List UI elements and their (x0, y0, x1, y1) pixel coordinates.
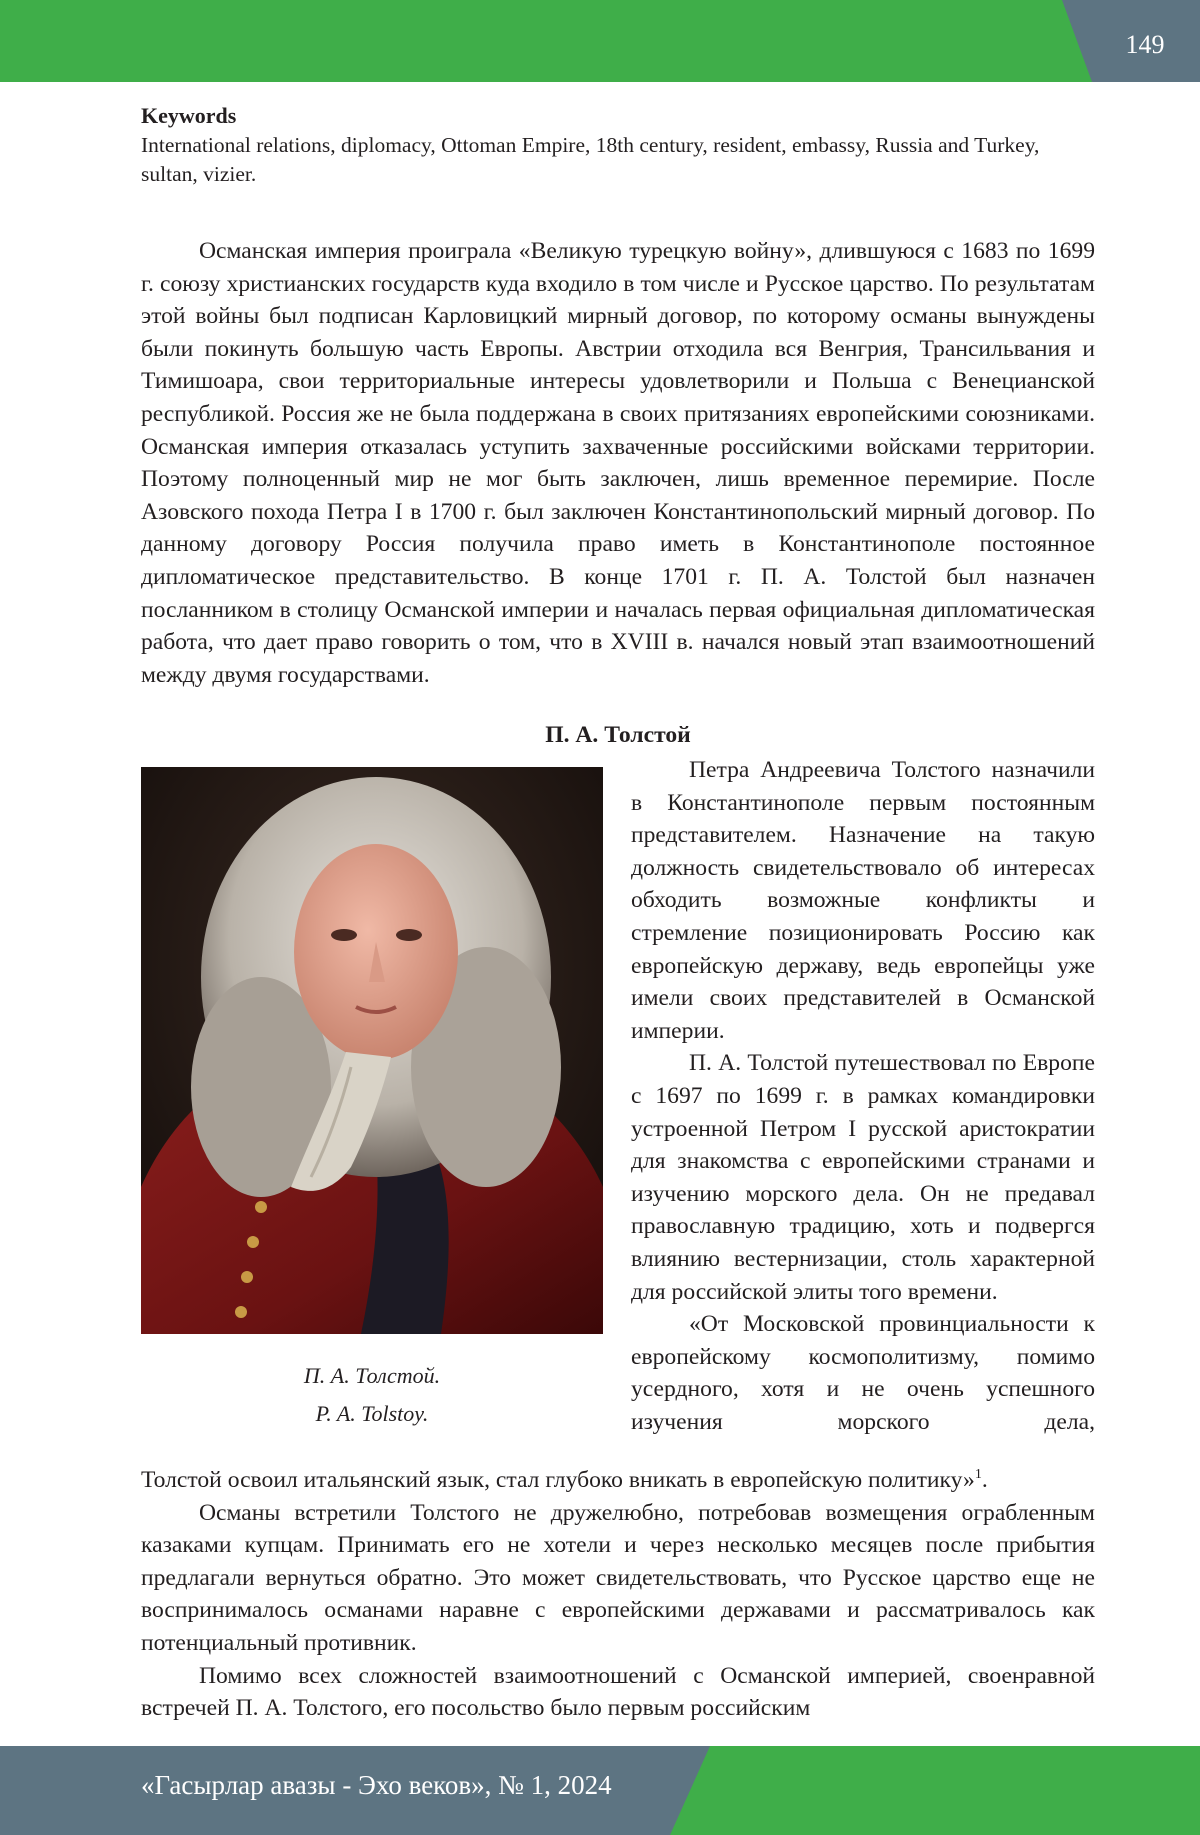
keywords-heading: Keywords (141, 103, 237, 128)
body-paragraph-1: Османская империя проиграла «Великую турецкую войну», длившуюся с 1683 по 1699 г. союзу христианских государств куда входило в том числе и Русское царство. По результатам этой войны был подписан Карловицкий мирный договор, по которому османы вынуждены были покинуть большую часть Европы. Австрии отходила вся Венгрия, Трансильвания и Тимишоара, свои территориальные интересы удовлетворили и Польша с Венецианской республикой. Россия же не была поддержана в своих притязаниях европейскими союзниками. Османская империя отказалась уступить захваченные российскими войсками территории. Поэтому полноценный мир не мог быть заключен, лишь временное перемирие. После Азовского похода Петра I в 1700 г. был заключен Константинопольский мирный договор. По данному договору Россия получила право иметь в Константинополе постоянное дипломатическое представительство. В конце 1701 г. П. А. Толстой был назначен посланником в столицу Османской империи и началась первая официальная дипломатическая работа, что дает право говорить о том, что в XVIII в. начался новый этап взаимоотношений между двумя государствами. (141, 238, 1095, 688)
quote-end: . (981, 1467, 988, 1493)
quote-continuation-text: Толстой освоил итальянский язык, стал глубоко вникать в европейскую политику» (141, 1467, 975, 1493)
caption-en: P. A. Tolstoy. (315, 1401, 429, 1426)
side-paragraph-2: П. А. Толстой путешествовал по Европе с 1697 по 1699 г. в рамках командировки устроенной Петром I русской аристократии для знакомства с европейскими странами и изучению морского дела. Он не предавал православную традицию, хоть и подвергся влиянию вестернизации, столь характерной для российской элиты того времени. (631, 1050, 1095, 1305)
quote-continuation (141, 1464, 1095, 1497)
keywords-text: International relations, diplomacy, Ottoman Empire, 18th century, resident, embassy, Russia and Turkey, sultan, vizier. (141, 133, 1040, 186)
lower-text (141, 1464, 1095, 1725)
side-quote: «От Московской провинциальности к европейскому космополитизму, помимо усердного, хотя и не очень успешного изучения морского дела, (631, 1311, 1095, 1435)
header-band (0, 0, 1200, 82)
caption-ru: П. А. Толстой. (303, 1363, 441, 1388)
figure-caption (141, 1357, 603, 1433)
journal-title: «Гасырлар авазы - Эхо веков», № 1, 2024 (141, 1770, 612, 1800)
footnote-mark: 1 (974, 1467, 982, 1483)
side-paragraph-1: Петра Андреевича Толстого назначили в Константинополе первым постоянным представителем. Назначение на такую должность свидетельствовало об интересах обходить возможные конфликты и стремление позиционировать Россию как европейскую державу, ведь европейцы уже имели своих представителей в Османской империи. (631, 757, 1095, 1044)
body-paragraph-3: Помимо всех сложностей взаимоотношений с Османской империей, своенравной встречей П. А. Толстого, его посольство было первым российским (141, 1662, 1095, 1722)
page-number: 149 (1125, 30, 1165, 59)
portrait-image (141, 767, 603, 1334)
body-paragraph-2: Османы встретили Толстого не дружелюбно, потребовав возмещения ограбленным казаками купцам. Принимать его не хотели и через несколько месяцев после прибытия предлагали вернуться обратно. Это может свидетельствовать, что Русское царство еще не воспринималось османами наравне с европейскими державами и рассматривалось как потенциальный противник. (141, 1499, 1095, 1656)
section-title: П. А. Толстой (545, 722, 691, 748)
side-column (631, 754, 1095, 1438)
